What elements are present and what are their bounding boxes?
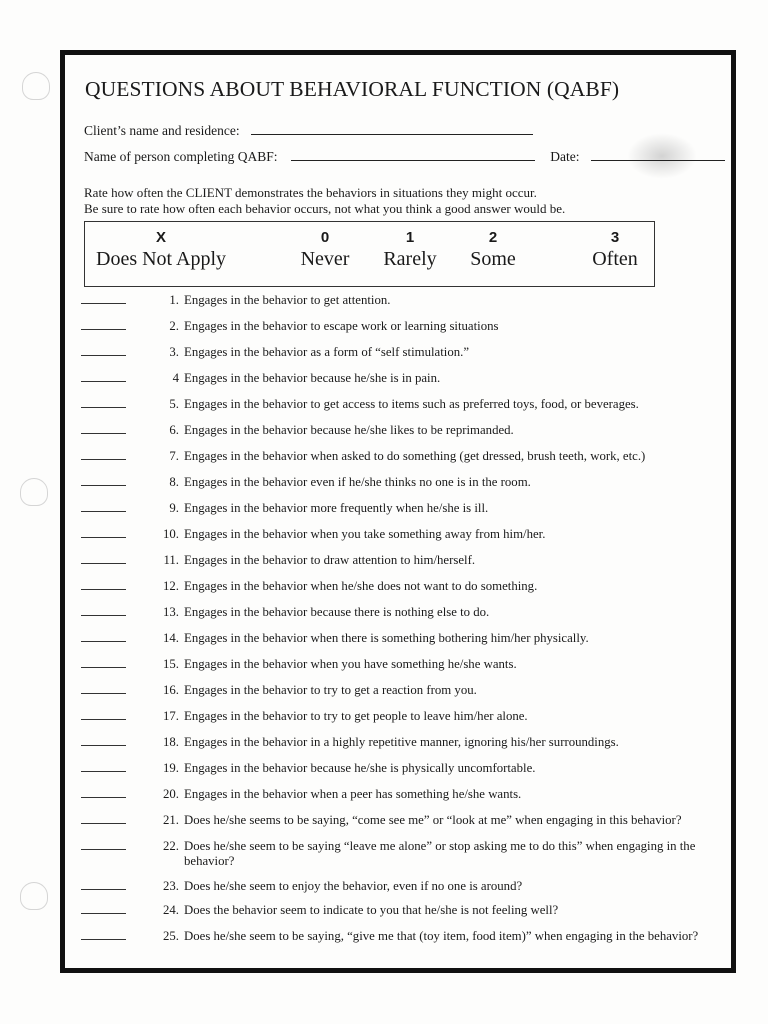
client-label: Client’s name and residence: <box>84 123 240 138</box>
rating-answer-blank[interactable] <box>81 589 126 590</box>
question-text: Does he/she seems to be saying, “come see me” or “look at me” when engaging in this behavior? <box>184 813 682 827</box>
question-text: Engages in the behavior when you take something away from him/her. <box>184 527 546 541</box>
question-text: Engages in the behavior to draw attention to him/herself. <box>184 553 476 567</box>
question-number: 2. <box>169 319 179 333</box>
question-number: 7. <box>169 449 179 463</box>
rating-answer-blank[interactable] <box>81 511 126 512</box>
rating-answer-blank[interactable] <box>81 433 126 434</box>
rating-answer-blank[interactable] <box>81 719 126 720</box>
question-number: 1. <box>169 293 179 307</box>
rating-answer-blank[interactable] <box>81 823 126 824</box>
form-title: QUESTIONS ABOUT BEHAVIORAL FUNCTION (QABF) <box>85 77 620 101</box>
scale-label: Rarely <box>383 248 437 270</box>
question-number: 5. <box>169 397 179 411</box>
client-input-line[interactable] <box>251 122 533 135</box>
rating-answer-blank[interactable] <box>81 889 126 890</box>
question-text: Does he/she seem to enjoy the behavior, even if no one is around? <box>184 879 523 893</box>
rating-answer-blank[interactable] <box>81 563 126 564</box>
client-field-row <box>84 122 533 139</box>
rating-answer-blank[interactable] <box>81 745 126 746</box>
scale-code: 0 <box>320 229 330 246</box>
rating-answer-blank[interactable] <box>81 303 126 304</box>
rating-answer-blank[interactable] <box>81 693 126 694</box>
scale-code: X <box>155 229 166 246</box>
rating-answer-blank[interactable] <box>81 771 126 772</box>
scale-label: Never <box>300 248 350 270</box>
rating-answer-blank[interactable] <box>81 913 126 914</box>
rating-answer-blank[interactable] <box>81 485 126 486</box>
question-text: Does he/she seem to be saying, “give me that (toy item, food item)” when engaging in the behavior? <box>184 929 699 943</box>
rating-answer-blank[interactable] <box>81 329 126 330</box>
question-text: Engages in the behavior when there is something bothering him/her physically. <box>184 631 589 645</box>
completer-field-row <box>84 148 725 165</box>
question-number: 12. <box>163 579 179 593</box>
scale-0 <box>275 222 375 271</box>
question-number: 14. <box>163 631 179 645</box>
date-input-line[interactable] <box>591 148 725 161</box>
question-text: Engages in the behavior to get attention. <box>184 293 391 307</box>
question-number: 21. <box>163 813 179 827</box>
scale-code: 2 <box>488 229 498 246</box>
scale-code: 3 <box>610 229 620 246</box>
scale-label: Some <box>470 248 516 270</box>
question-number: 10. <box>163 527 179 541</box>
question-number: 9. <box>169 501 179 515</box>
question-text: Engages in the behavior when asked to do something (get dressed, brush teeth, work, etc.) <box>184 449 646 463</box>
margin-mark-top <box>22 72 50 100</box>
form-border <box>60 50 736 973</box>
question-number: 17. <box>163 709 179 723</box>
scale-label: Often <box>592 248 638 270</box>
question-text: Engages in the behavior because there is nothing else to do. <box>184 605 490 619</box>
question-number: 6. <box>169 423 179 437</box>
question-text: Engages in the behavior more frequently when he/she is ill. <box>184 501 489 515</box>
scale-2 <box>455 222 531 271</box>
question-number: 3. <box>169 345 179 359</box>
question-text: Engages in the behavior to escape work or learning situations <box>184 319 499 333</box>
question-number: 15. <box>163 657 179 671</box>
question-text: Does he/she seem to be saying “leave me alone” or stop asking me to do this” when engaging in the behavior? <box>184 839 696 868</box>
rating-answer-blank[interactable] <box>81 537 126 538</box>
question-number: 11. <box>163 553 179 567</box>
rating-answer-blank[interactable] <box>81 939 126 940</box>
instruction-line-1: Rate how often the CLIENT demonstrates the behaviors in situations they might occur. <box>84 185 537 200</box>
question-text: Engages in the behavior when you have something he/she wants. <box>184 657 517 671</box>
question-number: 8. <box>169 475 179 489</box>
completer-label: Name of person completing QABF: <box>84 149 278 164</box>
question-text: Engages in the behavior to try to get a reaction from you. <box>184 683 477 697</box>
rating-answer-blank[interactable] <box>81 355 126 356</box>
rating-answer-blank[interactable] <box>81 459 126 460</box>
question-text: Engages in the behavior because he/she is physically uncomfortable. <box>184 761 536 775</box>
question-text: Engages in the behavior as a form of “self stimulation.” <box>184 345 469 359</box>
question-number: 19. <box>163 761 179 775</box>
rating-answer-blank[interactable] <box>81 667 126 668</box>
date-label: Date: <box>550 149 580 164</box>
question-text: Engages in the behavior because he/she likes to be reprimanded. <box>184 423 514 437</box>
question-number: 20. <box>163 787 179 801</box>
question-text: Engages in the behavior when a peer has something he/she wants. <box>184 787 522 801</box>
scale-x <box>91 222 231 271</box>
rating-answer-blank[interactable] <box>81 615 126 616</box>
rating-answer-blank[interactable] <box>81 641 126 642</box>
completer-input-line[interactable] <box>291 148 535 161</box>
scale-3 <box>575 222 655 271</box>
question-text: Does the behavior seem to indicate to you that he/she is not feeling well? <box>184 903 559 917</box>
rating-answer-blank[interactable] <box>81 849 126 850</box>
rating-answer-blank[interactable] <box>81 381 126 382</box>
question-number: 16. <box>163 683 179 697</box>
question-text: Engages in the behavior in a highly repetitive manner, ignoring his/her surroundings. <box>184 735 619 749</box>
scale-1 <box>372 222 448 271</box>
question-text: Engages in the behavior even if he/she thinks no one is in the room. <box>184 475 531 489</box>
question-number: 22. <box>163 839 179 853</box>
question-number: 25. <box>163 929 179 943</box>
margin-mark-bottom <box>20 882 48 910</box>
question-text: Engages in the behavior because he/she is in pain. <box>184 371 441 385</box>
rating-answer-blank[interactable] <box>81 407 126 408</box>
scale-label: Does Not Apply <box>96 248 226 270</box>
scale-code: 1 <box>405 229 415 246</box>
margin-mark-middle <box>20 478 48 506</box>
question-text: Engages in the behavior when he/she does not want to do something. <box>184 579 538 593</box>
question-text: Engages in the behavior to try to get people to leave him/her alone. <box>184 709 528 723</box>
question-text: Engages in the behavior to get access to items such as preferred toys, food, or beverages. <box>184 397 639 411</box>
question-number: 13. <box>163 605 179 619</box>
question-number: 24. <box>163 903 179 917</box>
instruction-line-2: Be sure to rate how often each behavior occurs, not what you think a good answer would be. <box>84 201 566 216</box>
question-number: 18. <box>163 735 179 749</box>
question-number: 4 <box>172 371 179 385</box>
rating-scale-legend <box>84 221 655 287</box>
rating-answer-blank[interactable] <box>81 797 126 798</box>
question-number: 23. <box>163 879 179 893</box>
